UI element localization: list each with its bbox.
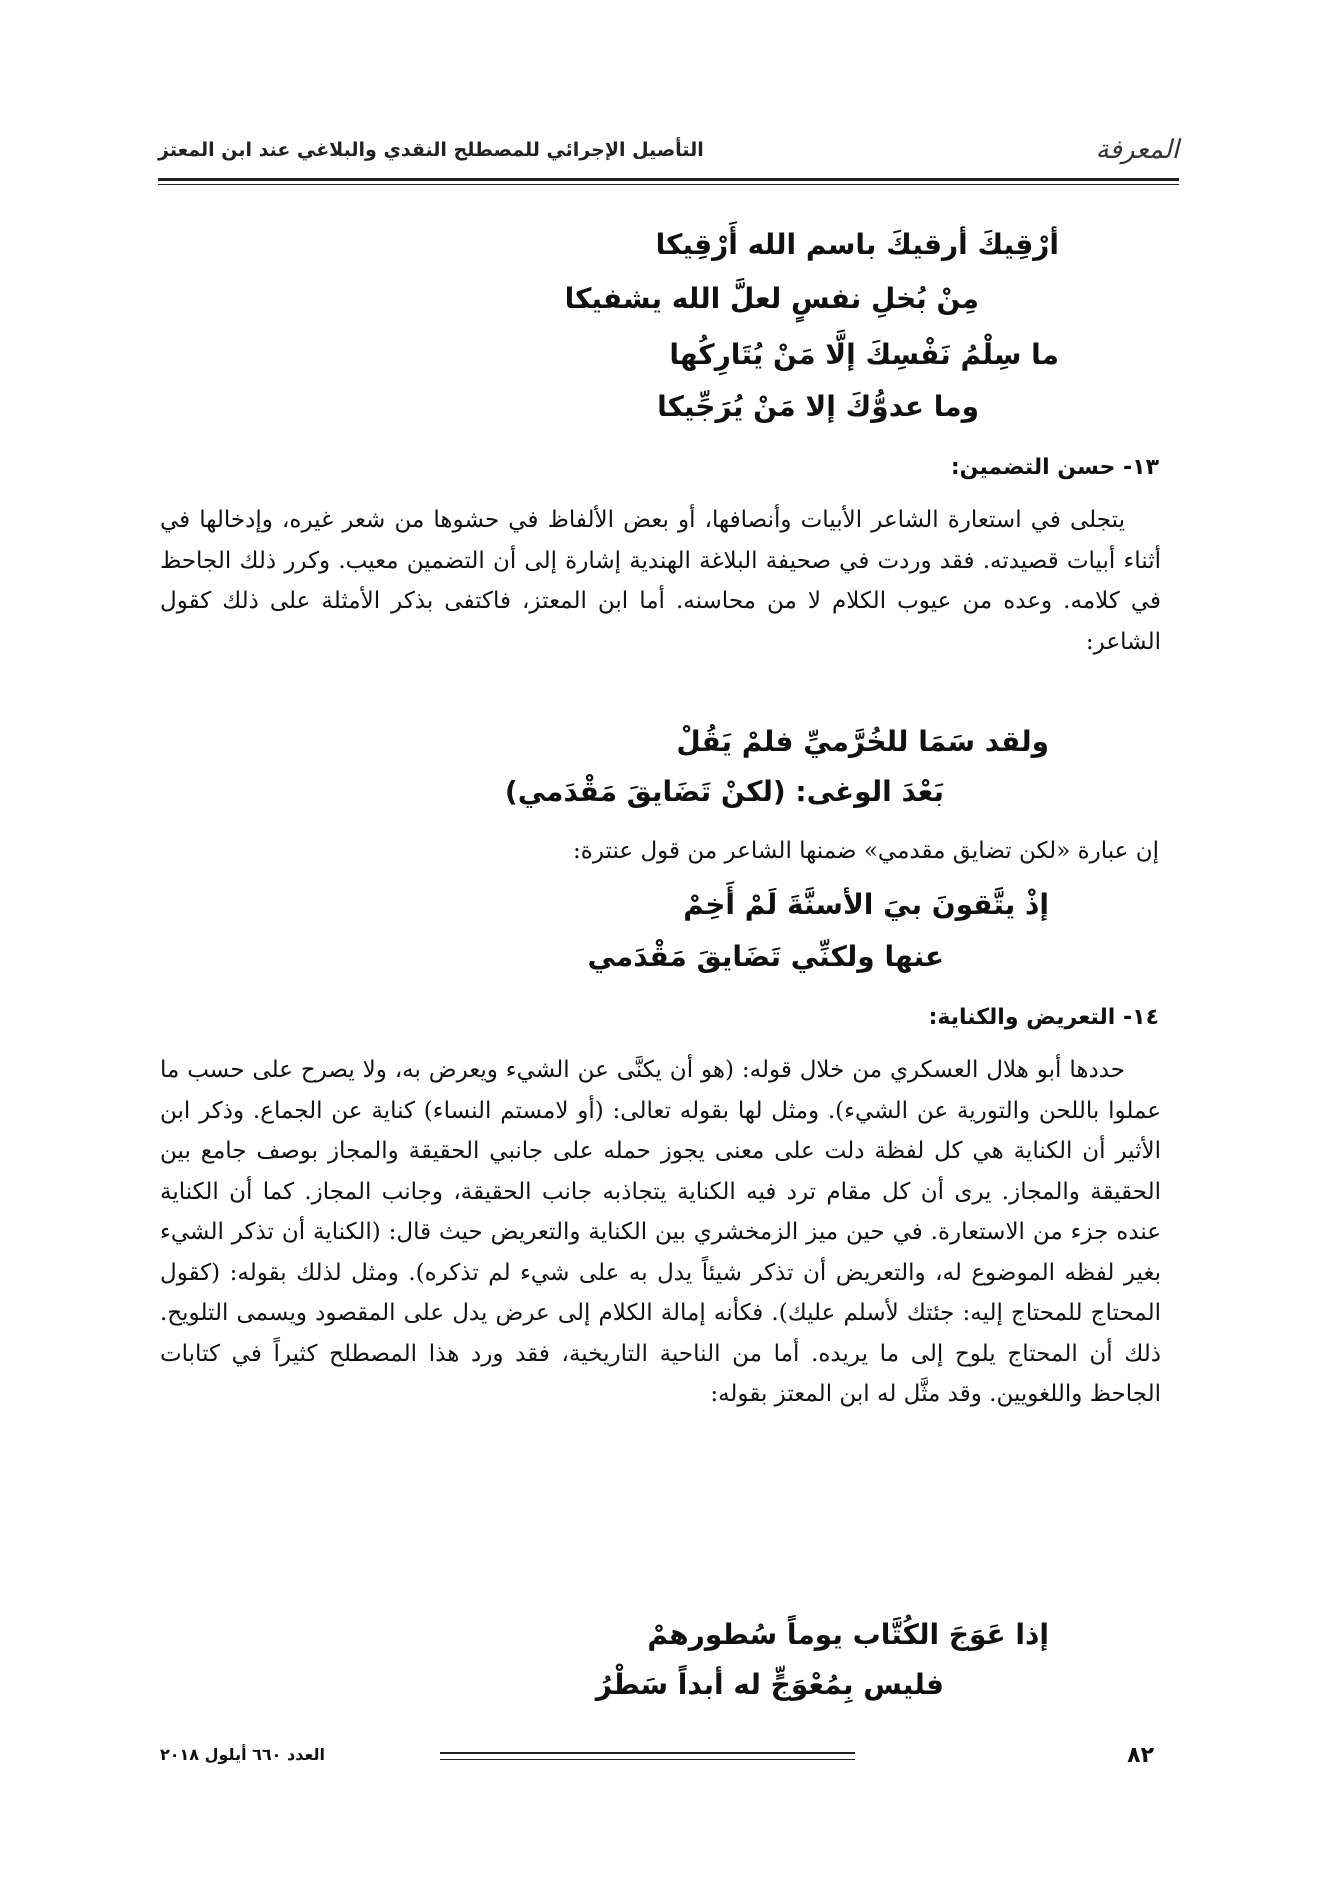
header-rule-thin bbox=[158, 184, 1179, 185]
poem1-line-4: وما عدوُّكَ إلا مَنْ يُرَجِّيكا bbox=[657, 390, 979, 423]
issue-info: العدد ٦٦٠ أيلول ٢٠١٨ bbox=[160, 1745, 325, 1764]
journal-logo: المعرفة bbox=[1095, 135, 1179, 165]
section-14-verse-1: إذا عَوَجَ الكُتَّاب يوماً سُطورهمْ bbox=[647, 1618, 1049, 1651]
page-number: ٨٢ bbox=[1127, 1743, 1154, 1768]
section-14-heading: ١٤- التعريض والكناية: bbox=[928, 1005, 1159, 1030]
poem1-line-3: ما سِلْمُ نَفْسِكَ إلَّا مَنْ يُتَارِكُها bbox=[669, 338, 1059, 371]
poem1-line-2: مِنْ بُخلِ نفسٍ لعلَّ الله يشفيكا bbox=[564, 282, 979, 315]
section-14-paragraph: حددها أبو هلال العسكري من خلال قوله: (هو أن يكنَّى عن الشيء ويعرض به، ولا يصرح على حسب ما عملوا باللحن والتورية عن الشيء). ومثل لها بقوله تعالى: (أو لامستم النساء) كناية عن الجماع. وذكر ابن الأثير أن الكناية هي كل لفظة دلت على معنى يجوز حمله على جانبي الحقيقة والمجاز بوصف جامع بين الحقيقة والمجاز. يرى أن كل مقام ترد فيه الكناية يتجاذبه جانب الحقيقة، وجانب المجاز. كما أن الكناية عنده جزء من الاستعارة. في حين ميز الزمخشري بين الكناية والتعريض حيث قال: (الكناية أن تذكر الشيء بغير لفظه الموضوع له، والتعريض أن تذكر شيئاً يدل به على شيء لم تذكره). ومثل لذلك بقوله: (كقول المحتاج للمحتاج إليه: جئتك لأسلم عليك). فكأنه إمالة الكلام إلى عرض يدل على المقصود ويسمى التلويح. ذلك أن المحتاج يلوح إلى ما يريده. أما من الناحية التاريخية، فقد ورد هذا المصطلح كثيراً في كتابات الجاحظ واللغويين. وقد مثَّل له ابن المعتز بقوله: bbox=[160, 1057, 1161, 1407]
section-13-verse-2: بَعْدَ الوغى: (لكنْ تَضَايقَ مَقْدَمي) bbox=[504, 775, 944, 808]
running-title: التأصيل الإجرائي للمصطلح النقدي والبلاغي عند ابن المعتز bbox=[158, 139, 704, 161]
section-14-verse-2: فليس بِمُعْوَجٍّ له أبداً سَطْرُ bbox=[595, 1668, 944, 1701]
section-13-intro: إن عبارة «لكن تضايق مقدمي» ضمنها الشاعر من قول عنترة: bbox=[573, 838, 1159, 864]
section-13-verse2-1: إذْ يتَّقونَ بيَ الأسنَّةَ لَمْ أَخِمْ bbox=[683, 888, 1049, 921]
footer-rule bbox=[440, 1752, 855, 1760]
section-13-paragraph: يتجلى في استعارة الشاعر الأبيات وأنصافها، أو بعض الألفاظ في حشوها من شعر غيره، وإدخالها في أثناء أبيات قصيدته. فقد وردت في صحيفة البلاغة الهندية إشارة إلى أن التضمين معيب. وكرر ذلك الجاحظ في كلامه. وعده من عيوب الكلام لا من محاسنه. أما ابن المعتز، فاكتفى بذكر الأمثلة على ذلك كقول الشاعر: bbox=[160, 507, 1161, 655]
section-13-verse2-2: عنها ولكنِّي تَضَايقَ مَقْدَمي bbox=[587, 940, 944, 973]
page-header bbox=[158, 135, 1179, 175]
section-13-verse-1: ولقد سَمَا للخُرَّميِّ فلمْ يَقُلْ bbox=[676, 725, 1049, 758]
poem1-line-1: أرْقِيكَ أرقيكَ باسم الله أَرْقِيكا bbox=[655, 228, 1059, 261]
section-13-heading: ١٣- حسن التضمين: bbox=[950, 455, 1159, 480]
header-rule bbox=[158, 178, 1179, 181]
